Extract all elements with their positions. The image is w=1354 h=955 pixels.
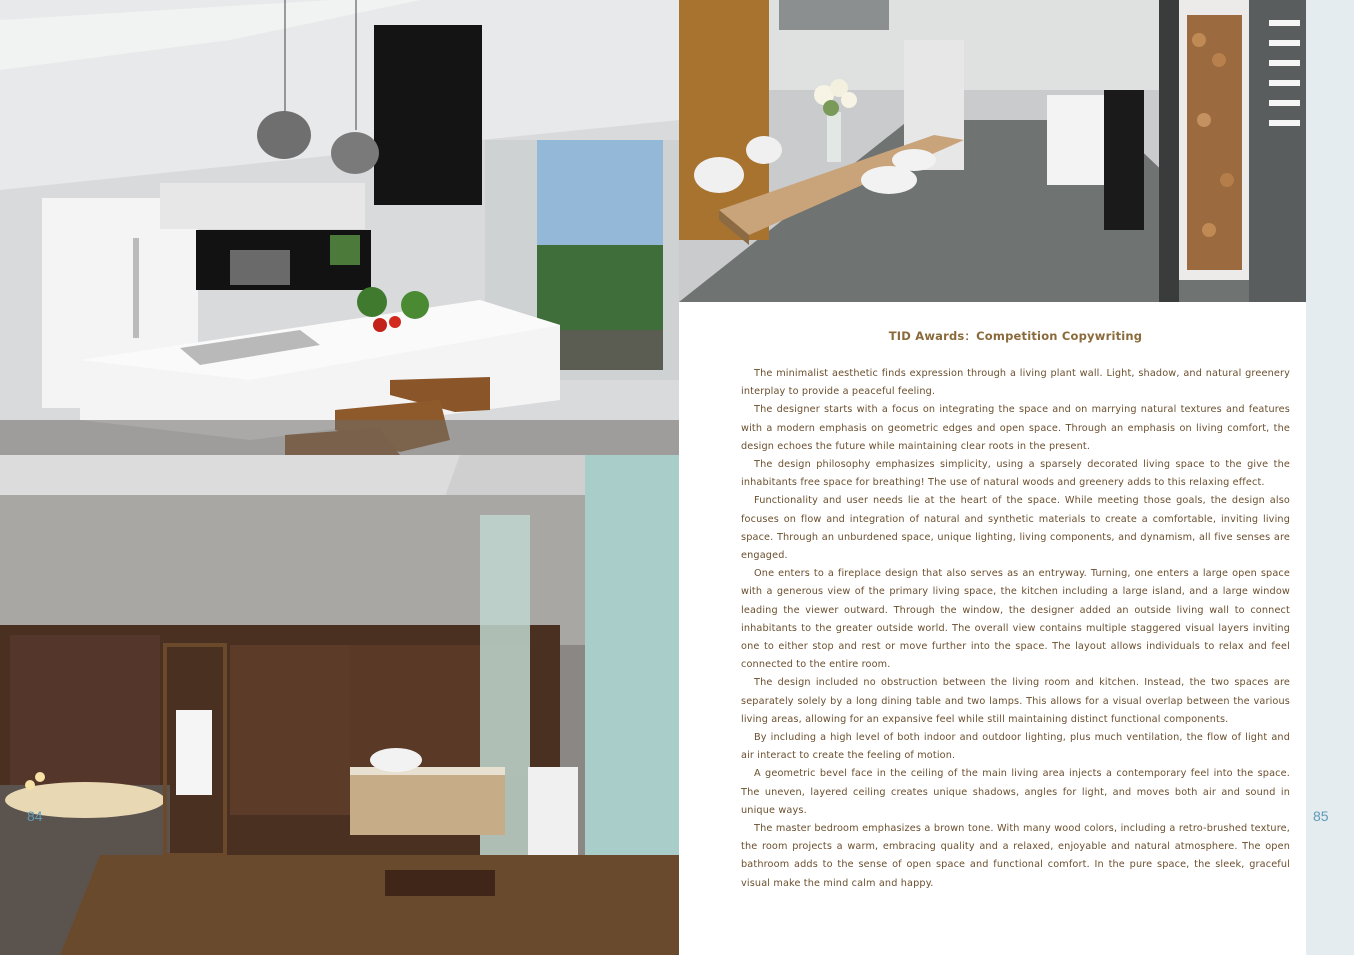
- article-body: [741, 365, 1290, 893]
- paragraph: The design included no obstruction between the living room and kitchen. Instead, the two spaces are separately solely by a long dining table and two lamps. This allows for a visual overlap between the various living areas, allowing for an expansive feel while still maintaining distinct functional components.: [741, 677, 1290, 725]
- paragraph: The design philosophy emphasizes simplicity, using a sparsely decorated living space to the give the inhabitants free space for breathing! The use of natural woods and greenery adds to this relaxing effect.: [741, 459, 1290, 489]
- dining-photo: [679, 0, 1300, 302]
- paragraph: A geometric bevel face in the ceiling of the main living area injects a contemporary feel into the space. The uneven, layered ceiling creates unique shadows, angles for light, and moves both air and sound in unique ways.: [741, 768, 1290, 816]
- paragraph: Functionality and user needs lie at the heart of the space. While meeting those goals, the design also focuses on flow and integration of natural and synthetic materials to create a comfortable, inviting living space. Through an unburdened space, unique lighting, living components, and dynamism, all five senses are engaged.: [741, 495, 1290, 562]
- kitchen-photo: [0, 0, 679, 455]
- bathroom-photo: [0, 455, 679, 955]
- page-number-right: 85: [1313, 808, 1329, 824]
- paragraph: By including a high level of both indoor and outdoor lighting, plus much ventilation, the flow of light and air interact to create the feeling of motion.: [741, 732, 1290, 762]
- paragraph: The designer starts with a focus on integrating the space and on marrying natural textures and features with a modern emphasis on geometric edges and open space. Through an emphasis on living comfort, the design echoes the future while maintaining clear roots in the present.: [741, 404, 1290, 452]
- paragraph: One enters to a fireplace design that also serves as an entryway. Turning, one enters a large open space with a generous view of the primary living space, the kitchen including a large island, and a large window leading the viewer outward. Through the window, the designer added an outside living wall to connect inhabitants to the greater outside world. The overall view contains multiple staggered visual layers inviting one to either stop and rest or move further into the space. The layout allows individuals to relax and feel connected to the entire room.: [741, 568, 1290, 671]
- page-number-left: 84: [27, 808, 43, 824]
- article-heading: TID Awards：Competition Copywriting: [888, 329, 1143, 343]
- paragraph: The master bedroom emphasizes a brown tone. With many wood colors, including a retro-brushed texture, the room projects a warm, embracing quality and a relaxed, enjoyable and natural atmosphere. The open bathroom adds to the sense of open space and functional comfort. In the pure space, the sleek, graceful visual make the mind calm and happy.: [741, 823, 1290, 889]
- paragraph: The minimalist aesthetic finds expression through a living plant wall. Light, shadow, and natural greenery interplay to provide a peaceful feeling.: [741, 368, 1290, 398]
